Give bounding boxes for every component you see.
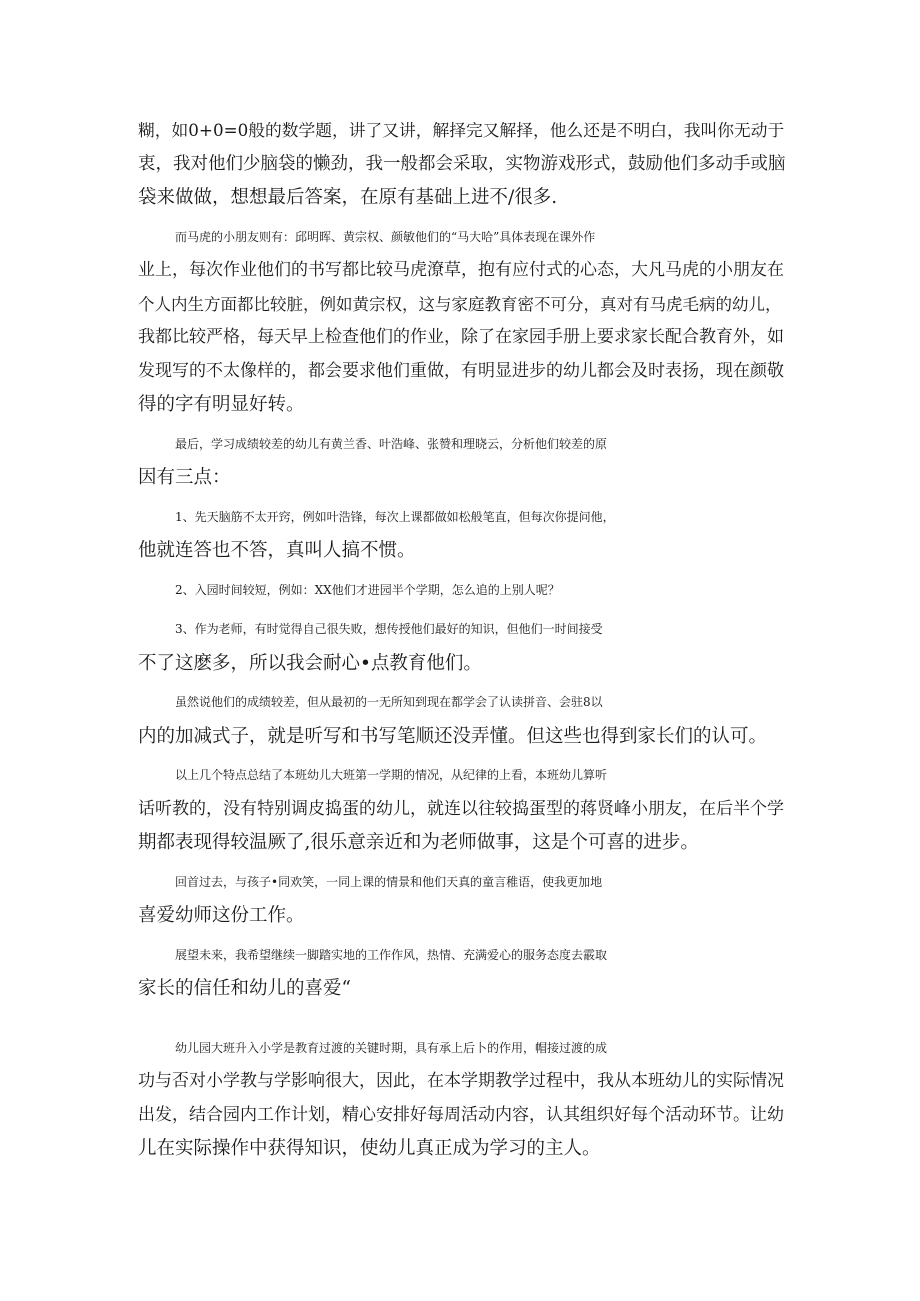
text-line: 我都比较严格，每天早上检查他们的作业，除了在家园手册上要求家长配合教育外，如	[138, 327, 784, 347]
paragraph-9	[138, 866, 788, 933]
text-line: 而马虎的小朋友则有：邱明晖、黄宗权、颜敏他们的“马大哈”具体表现在课外作	[175, 229, 596, 244]
text-line: 内的加减式子，就是听写和书写笔顺还没弄懂。但这些也得到家长们的认可。	[138, 725, 768, 747]
paragraph-8	[138, 759, 788, 860]
text-line: 回首过去，与孩子•同欢笑，一同上课的情景和他们天真的童言稚语，使我更加地	[175, 874, 603, 889]
text-line: 他就连答也不答，真叫人搞不惯。	[138, 540, 416, 561]
text-line: 业上，每次作业他们的书写都比较马虎潦草，抱有应付式的心态，大凡马虎的小朋友在	[138, 260, 784, 280]
text-line: 出发，结合园内工作计划，精心安排好每周活动内容，认其组织好每个活动环节。让幼	[138, 1104, 784, 1125]
text-line: 袋来做做，想想最后答案，在原有基础上进不/很多.	[138, 187, 558, 208]
text-line: 发现写的不太像样的，都会要求他们重做，有明显进步的幼儿都会及时表扬，现在颜敬	[138, 360, 784, 381]
text-line: 幼儿园大班升入小学是教育过渡的关键时期，具有承上后卜的作用，帽接过渡的成	[175, 1040, 608, 1055]
paragraph-6	[138, 613, 788, 680]
text-line: 展望未来，我希望继续一脚踏实地的工作作风，热情、充满爱心的服务态度去霰取	[175, 947, 608, 962]
text-line: 2、入园时间较短，例如：XX他们才进园半个学期，怎么追的上别人呢？	[175, 582, 560, 597]
text-line: 得的字有明显好转。	[138, 394, 305, 415]
text-line: 1、先天脑筋不太开窍，例如叶浩锋，每次上课都做如松般笔直，但每次你提问他，	[175, 509, 615, 524]
text-line: 话听教的，没有特别调皮捣蛋的幼儿，就连以往较捣蛋型的蒋贤峰小朋友，在后半个学	[138, 798, 784, 819]
paragraph-7	[138, 686, 788, 753]
paragraph-3	[138, 428, 788, 495]
text-line: 家长的信任和幼儿的喜爱“	[138, 978, 351, 999]
paragraph-11	[138, 1032, 788, 1166]
paragraph-2	[138, 221, 788, 422]
text-line: 衷，我对他们少脑袋的懒劲，我一般都会采取，实物游戏形式，鼓励他们多动手或脑	[138, 153, 786, 174]
text-line: 不了这麽多，所以我会耐心•点教育他们。	[138, 652, 482, 674]
paragraph-10	[138, 939, 788, 1006]
text-line: 儿在实际操作中获得知识，使幼儿真正成为学习的主人。	[138, 1138, 601, 1159]
paragraph-1	[138, 114, 788, 215]
text-line: 功与否对小学教与学影响很大，因此，在本学期教学过程中，我从本班幼儿的实际情况	[138, 1071, 784, 1091]
text-line: 以上几个特点总结了本班幼儿大班第一学期的情况，从纪律的上看，本班幼儿算听	[175, 768, 608, 782]
text-line: 糊，如0+0=0般的数学题，讲了又讲，解择完又解择，他么还是不明白，我叫你无动于	[138, 120, 785, 140]
text-line: 虽然说他们的成绩较差，但从最初的一无所知到现在都学会了认读拼音、会驻8以	[175, 695, 603, 709]
text-line: 期都表现得较温厥了,很乐意亲近和为老师做事，这是个可喜的进步。	[138, 832, 699, 853]
paragraph-4	[138, 501, 788, 568]
document-page	[138, 114, 788, 1166]
text-line: 喜爱幼师这份工作。	[138, 905, 305, 926]
text-line: 因有三点：	[138, 467, 231, 488]
text-line: 最后，学习成绩较差的幼儿有黄兰香、叶浩峰、张赞和理晓云，分析他们较差的原	[175, 436, 608, 451]
paragraph-5	[138, 574, 788, 608]
text-line: 个人内生方面都比较脏，例如黄宗权，这与家庭教育密不可分，真对有马虎毛病的幼儿，	[138, 294, 782, 314]
text-line: 3、作为老师，有时觉得自己很失败，想传授他们最好的知识，但他们一时间接受	[175, 622, 603, 636]
